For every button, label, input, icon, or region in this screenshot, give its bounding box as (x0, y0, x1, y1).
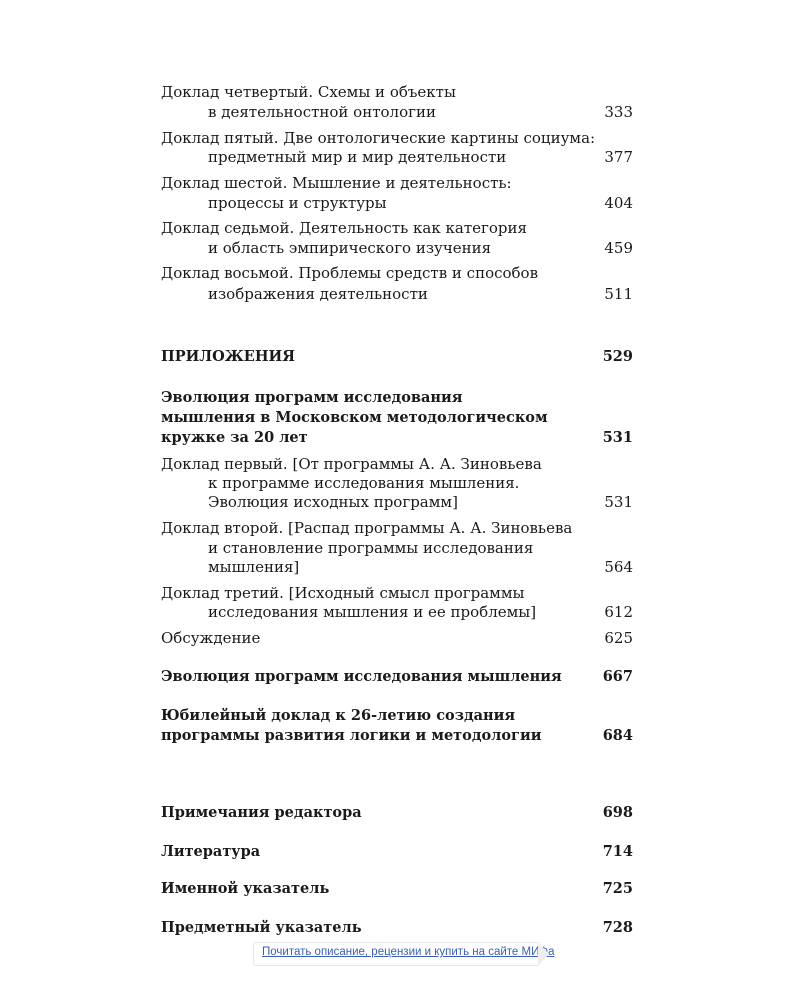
toc-entry-title: кружке за 20 лет (161, 429, 308, 446)
toc-entry-line (208, 602, 633, 622)
toc-entry-title: Предметный указатель (161, 919, 362, 936)
toc-entry-title: Обсуждение (161, 629, 261, 647)
toc-entry-title: в деятельностной онтологии (208, 103, 436, 121)
toc-page-number: 459 (604, 239, 633, 257)
toc-entry-title: изображения деятельности (208, 285, 428, 303)
toc-entry-line (161, 347, 633, 367)
toc-entry-line (161, 628, 633, 648)
toc-entry-title: Доклад первый. [От программы А. А. Зиновьева (161, 455, 542, 473)
toc-entry-line (161, 388, 633, 408)
toc-entry-line (161, 879, 633, 899)
toc-entry-title: предметный мир и мир деятельности (208, 148, 507, 166)
toc-entry-line (161, 842, 633, 862)
toc-page-number: 333 (604, 103, 633, 121)
toc-entry-title: программы развития логики и методологии (161, 727, 542, 744)
toc-entry-line (161, 803, 633, 823)
buy-on-mif-link[interactable]: Почитать описание, рецензии и купить на сайте МИФа (262, 946, 555, 958)
toc-entry-line (161, 706, 633, 726)
toc-page-number: 404 (604, 194, 633, 212)
toc-entry-line (161, 918, 633, 938)
toc-page-number: 529 (602, 348, 633, 365)
toc-page-number: 564 (604, 558, 633, 576)
toc-entry-line (161, 454, 633, 474)
toc-page-number: 612 (604, 603, 633, 621)
toc-entry-title: Эволюция программ исследования (161, 389, 463, 406)
toc-entry-line (161, 128, 633, 148)
toc-entry-title: Доклад четвертый. Схемы и объекты (161, 83, 456, 101)
toc-page-number: 667 (602, 668, 633, 685)
toc-entry-line (161, 726, 633, 746)
toc-entry-line (161, 667, 633, 687)
toc-page-number: 511 (604, 285, 633, 303)
toc-entry-title: Примечания редактора (161, 804, 362, 821)
toc-entry-title: Юбилейный доклад к 26-летию создания (161, 707, 516, 724)
toc-entry-title: и область эмпирического изучения (208, 239, 492, 257)
toc-entry-title: Доклад второй. [Распад программы А. А. Зиновьева (161, 519, 573, 537)
toc-entry-title: Доклад третий. [Исходный смысл программы (161, 584, 525, 602)
toc-entry-title: Именной указатель (161, 880, 330, 897)
toc-entry-title: Доклад шестой. Мышление и деятельность: (161, 174, 512, 192)
toc-entry-line (208, 473, 633, 493)
toc-entry-title: ПРИЛОЖЕНИЯ (161, 348, 296, 365)
toc-page-number: 714 (602, 843, 633, 860)
toc-entry-line (208, 147, 633, 167)
toc-entry-title: мышления в Московском методологическом (161, 409, 548, 426)
toc-entry-line (208, 102, 633, 122)
toc-page-number: 684 (602, 727, 633, 744)
footer-link-box (253, 942, 555, 966)
toc-entry-title: исследования мышления и ее проблемы] (208, 603, 537, 621)
toc-entry-line (161, 263, 633, 283)
toc-entry-line (161, 518, 633, 538)
toc-entry-title: Эволюция исходных программ] (208, 493, 458, 511)
toc-page-number: 728 (602, 919, 633, 936)
toc-entry-line (208, 193, 633, 213)
toc-entry-title: и становление программы исследования (208, 539, 534, 557)
toc-entry-line (208, 557, 633, 577)
toc-entry-line (161, 82, 633, 102)
toc-entry-line (161, 428, 633, 448)
toc-entry-title: к программе исследования мышления. (208, 474, 520, 492)
toc-entry-title: Литература (161, 843, 261, 860)
toc-entry-line (208, 492, 633, 512)
toc-page-number: 625 (604, 629, 633, 647)
toc-entry-title: Доклад седьмой. Деятельность как категория (161, 219, 527, 237)
toc-entry-line (161, 173, 633, 193)
toc-page-number: 531 (602, 429, 633, 446)
toc-entry-line (208, 284, 633, 304)
toc-page-number: 725 (602, 880, 633, 897)
toc-entry-line (161, 408, 633, 428)
toc-entry-line (161, 218, 633, 238)
toc-entry-title: Доклад восьмой. Проблемы средств и способов (161, 264, 539, 282)
toc-page-number: 377 (604, 148, 633, 166)
toc-entry-line (161, 583, 633, 603)
toc-entry-line (208, 238, 633, 258)
toc-entry-title: Доклад пятый. Две онтологические картины социума: (161, 129, 596, 147)
toc-entry-title: мышления] (208, 558, 300, 576)
toc-page-number: 531 (604, 493, 633, 511)
toc-entry-line (208, 538, 633, 558)
toc-entry-title: процессы и структуры (208, 194, 387, 212)
toc-page-number: 698 (602, 804, 633, 821)
toc-entry-title: Эволюция программ исследования мышления (161, 668, 562, 685)
